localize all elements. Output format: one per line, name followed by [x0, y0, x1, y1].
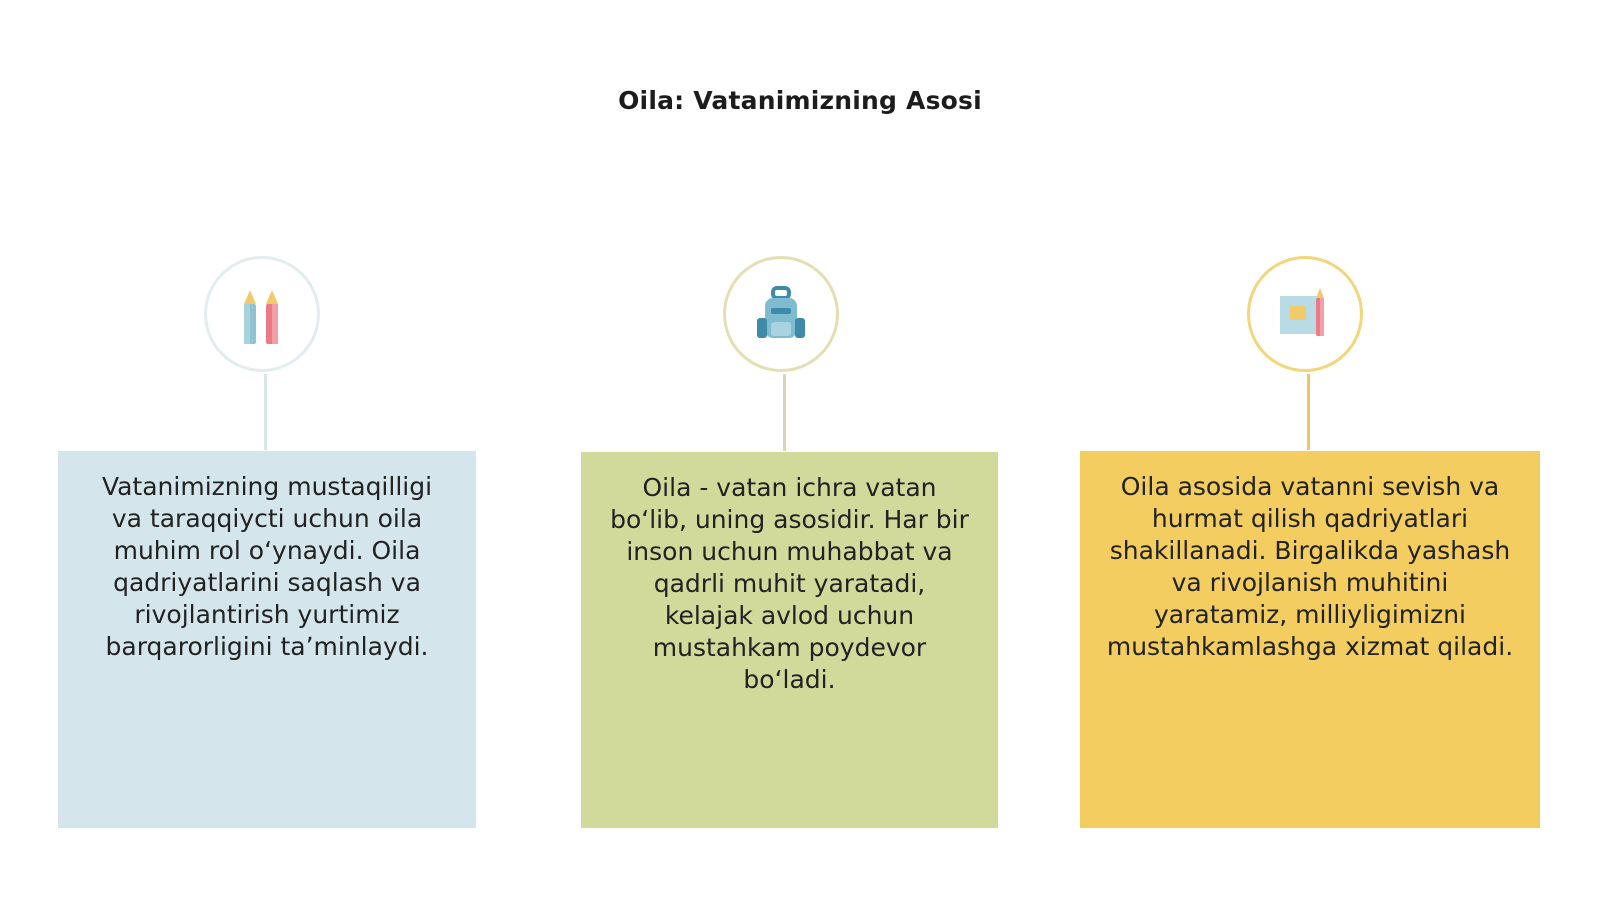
text-card-1: Vatanimizning mustaqilligi va taraqqiycti uchun oila muhim rol oʻynaydi. Oila qadriyatlarini saqlash va rivojlantirish yurtimiz barqarorligini taʼminlaydi. — [58, 451, 476, 828]
text-card-2: Oila - vatan ichra vatan boʻlib, uning asosidir. Har bir inson uchun muhabbat va qadrli muhit yaratadi, kelajak avlod uchun mustahkam poydevor boʻladi. — [581, 452, 998, 828]
connector-line-3 — [1307, 374, 1310, 450]
connector-line-1 — [264, 374, 267, 450]
page-title: Oila: Vatanimizning Asosi — [618, 86, 982, 115]
icon-badge-3 — [1247, 256, 1363, 372]
pencils-icon — [234, 282, 290, 346]
text-card-3: Oila asosida vatanni sevish va hurmat qilish qadriyatlari shakillanadi. Birgalikda yashash va rivojlanish muhitini yaratamiz, milliyligimizni mustahkamlashga xizmat qiladi. — [1080, 451, 1540, 828]
drawing-icon — [1274, 284, 1336, 344]
backpack-icon — [751, 284, 811, 344]
icon-badge-2 — [723, 256, 839, 372]
icon-badge-1 — [204, 256, 320, 372]
connector-line-2 — [783, 374, 786, 451]
